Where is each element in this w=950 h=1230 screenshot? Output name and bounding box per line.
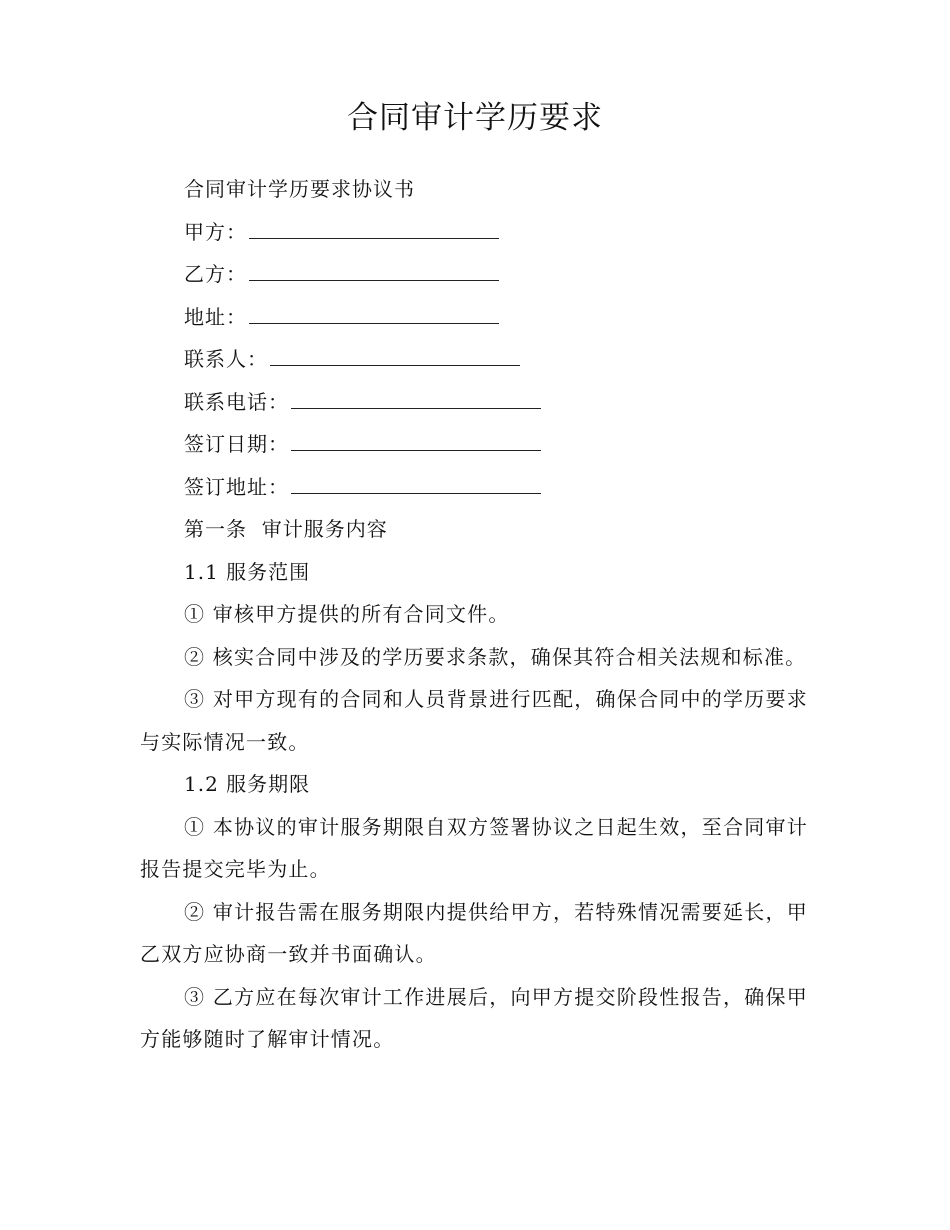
field-label: 地址： xyxy=(184,304,247,329)
section-1-1-item: ③ 对甲方现有的合同和人员背景进行匹配，确保合同中的学历要求与实际情况一致。 xyxy=(140,687,808,754)
contact-person-field xyxy=(140,338,808,381)
section-1-2-item: ① 本协议的审计服务期限自双方签署协议之日起生效，至合同审计报告提交完毕为止。 xyxy=(140,814,808,881)
fill-in-blank xyxy=(291,407,541,409)
section-1-1-item: ① 审核甲方提供的所有合同文件。 xyxy=(184,602,510,626)
fill-in-blank xyxy=(249,279,499,281)
party-b-field xyxy=(140,253,808,296)
address-field xyxy=(140,296,808,339)
fill-in-blank xyxy=(249,322,499,324)
party-a-field xyxy=(140,211,808,254)
fill-in-blank xyxy=(291,449,541,451)
section-1-1-item: ② 核实合同中涉及的学历要求条款，确保其符合相关法规和标准。 xyxy=(184,644,807,669)
section-1-2-item: ③ 乙方应在每次审计工作进展后，向甲方提交阶段性报告，确保甲方能够随时了解审计情况。 xyxy=(140,984,808,1051)
fill-in-blank xyxy=(270,364,520,366)
fill-in-blank xyxy=(291,492,541,494)
section-1-2-heading: 1.2 服务期限 xyxy=(184,772,311,796)
contact-phone-field xyxy=(140,381,808,424)
document-title: 合同审计学历要求 xyxy=(347,100,603,136)
section-1-2-item: ② 审计报告需在服务期限内提供给甲方，若特殊情况需要延长，甲乙双方应协商一致并书面确认。 xyxy=(140,899,808,966)
field-label: 签订日期： xyxy=(184,432,289,456)
field-label: 乙方： xyxy=(184,262,247,286)
article-1-heading: 第一条 审计服务内容 xyxy=(184,517,388,541)
document-body xyxy=(140,168,808,1061)
signing-place-field xyxy=(140,466,808,509)
fill-in-blank xyxy=(249,237,499,239)
agreement-subtitle: 合同审计学历要求协议书 xyxy=(184,177,415,201)
field-label: 联系人： xyxy=(184,347,268,371)
signing-date-field xyxy=(140,423,808,466)
field-label: 联系电话： xyxy=(184,389,289,414)
field-label: 甲方： xyxy=(184,219,247,244)
section-1-1-heading: 1.1 服务范围 xyxy=(184,559,311,584)
field-label: 签订地址： xyxy=(184,474,289,499)
